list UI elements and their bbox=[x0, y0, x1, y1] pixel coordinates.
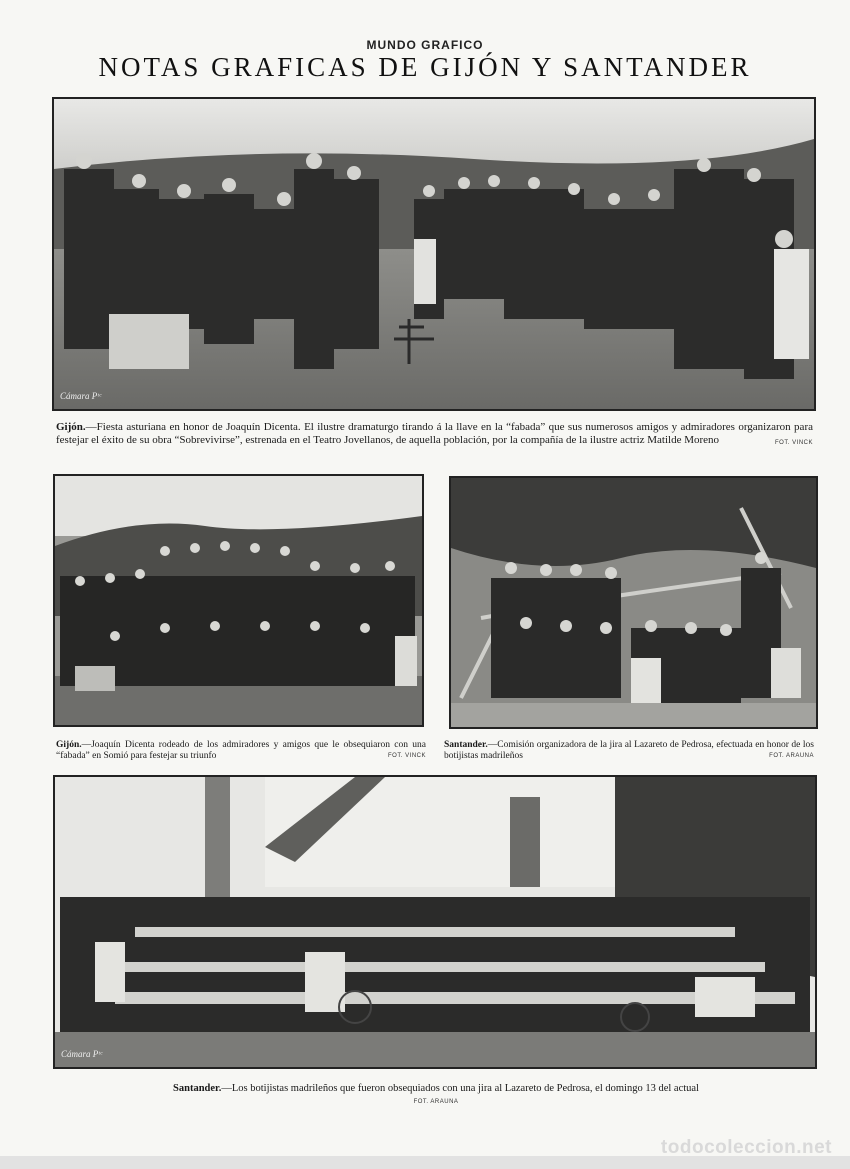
caption-santander-comision bbox=[444, 740, 814, 762]
watermark: todocoleccion.net bbox=[660, 1137, 832, 1158]
caption-place: Santander. bbox=[173, 1083, 222, 1094]
caption-gijon-fabada bbox=[56, 421, 813, 450]
photo-gijon-group bbox=[53, 474, 424, 727]
caption-place: Gijón. bbox=[56, 421, 86, 433]
photo-credit: FOT. ARAUNA bbox=[769, 753, 814, 759]
magazine-name: MUNDO GRAFICO bbox=[366, 38, 484, 52]
photo-signature: Cámara Pᵗᶜ bbox=[61, 1049, 103, 1059]
photo-credit: FOT. ARAUNA bbox=[413, 1099, 459, 1105]
photo-santander-comision bbox=[449, 476, 818, 729]
caption-text: —Los botijistas madrileños que fueron obsequiados con una jira al Lazareto de Pedrosa, el domingo 13 del actual bbox=[221, 1083, 699, 1094]
caption-place: Santander. bbox=[444, 740, 488, 750]
caption-text: —Fiesta asturiana en honor de Joaquín Dicenta. El ilustre dramaturgo tirando á la llave en la “fabada” que sus numerosos amigos y admiradores organizaron para festejar el éxito de su obra “Sobrevivirse”, estrenada en el Teatro Jovellanos, de aquella población, por la compañía de la ilustre actriz Matilde Moreno bbox=[56, 421, 813, 446]
photo-credit: FOT. VINCK bbox=[387, 753, 426, 759]
page-title: NOTAS GRAFICAS DE GIJÓN Y SANTANDER bbox=[98, 52, 752, 82]
photo-santander-botijistas bbox=[53, 775, 817, 1069]
photo-gijon-fabada bbox=[52, 97, 816, 411]
caption-santander-botijistas bbox=[56, 1082, 816, 1109]
caption-text: —Comisión organizadora de la jira al Lazareto de Pedrosa, efectuada en honor de los botijistas madrileños bbox=[444, 740, 814, 761]
photo-signature: Cámara Pᵗᶜ bbox=[60, 391, 102, 401]
caption-text: —Joaquín Dicenta rodeado de los admiradores y amigos que le obsequiaron con una “fabada” en Somió para festejar su triunfo bbox=[56, 740, 426, 761]
caption-place: Gijón. bbox=[56, 740, 82, 750]
photo-credit: FOT. VINCK bbox=[774, 440, 813, 446]
caption-gijon-group bbox=[56, 740, 426, 762]
